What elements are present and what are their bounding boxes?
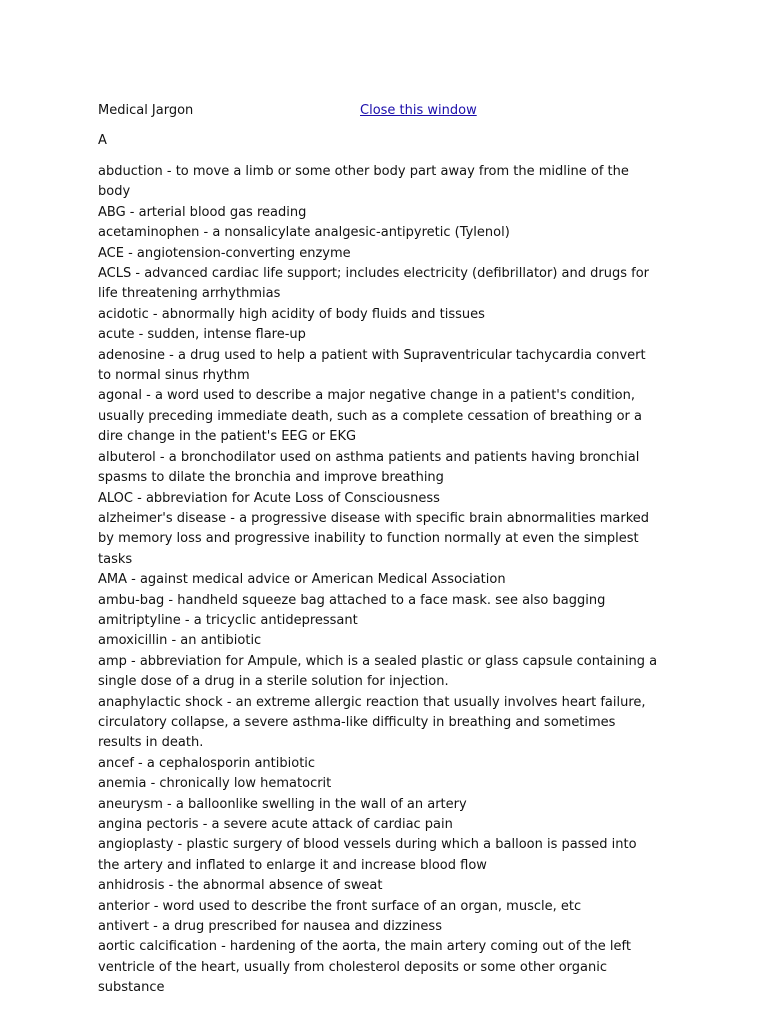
glossary-entry: ambu-bag - handheld squeeze bag attached to a face mask. see also bagging: [98, 592, 606, 608]
glossary-entry: acetaminophen - a nonsalicylate analgesic-antipyretic (Tylenol): [98, 225, 510, 241]
glossary-entry: anhidrosis - the abnormal absence of sweat: [98, 878, 383, 894]
glossary-entry: AMA - against medical advice or American Medical Association: [98, 572, 506, 588]
glossary-entry: ancef - a cephalosporin antibiotic: [98, 755, 316, 771]
glossary-entry: anemia - chronically low hematocrit: [98, 776, 332, 792]
glossary-entry: antivert - a drug prescribed for nausea and dizziness: [98, 919, 442, 935]
glossary-entry: angioplasty - plastic surgery of blood vessels during which a balloon is passed into the artery and inflated to enlarge it and increase blood flow: [98, 837, 637, 873]
glossary-entry: aneurysm - a balloonlike swelling in the wall of an artery: [98, 796, 467, 812]
glossary-entry: anterior - word used to describe the front surface of an organ, muscle, etc: [98, 898, 582, 914]
glossary-entry: ACLS - advanced cardiac life support; includes electricity (defibrillator) and drugs for life threatening arrhythmias: [98, 266, 649, 302]
glossary-entry: amp - abbreviation for Ampule, which is a sealed plastic or glass capsule containing a single dose of a drug in a sterile solution for injection.: [98, 653, 658, 690]
section-letter: A: [98, 133, 107, 148]
glossary-entry: ABG - arterial blood gas reading: [98, 204, 307, 220]
glossary-entry: amoxicillin - an antibiotic: [98, 633, 262, 649]
glossary-entry: amitriptyline - a tricyclic antidepressant: [98, 612, 358, 628]
page-title: Medical Jargon: [98, 103, 194, 118]
glossary-entry: agonal - a word used to describe a major negative change in a patient's condition, usually preceding immediate death, such as a complete cessation of breathing or a dire change in the patient's EEG or EKG: [98, 388, 642, 445]
glossary-entry: aortic calcification - hardening of the aorta, the main artery coming out of the left ventricle of the heart, usually from cholesterol deposits or some other organic substance: [98, 939, 631, 996]
glossary-entry: albuterol - a bronchodilator used on asthma patients and patients having bronchial spasms to dilate the bronchia and improve breathing: [98, 449, 640, 486]
glossary-entry: anaphylactic shock - an extreme allergic reaction that usually involves heart failure, circulatory collapse, a severe asthma-like difficulty in breathing and sometimes results in death.: [98, 694, 646, 751]
glossary-entry: adenosine - a drug used to help a patient with Supraventricular tachycardia convert to normal sinus rhythm: [98, 347, 646, 384]
glossary-entry: acute - sudden, intense flare-up: [98, 327, 306, 343]
glossary-entry: abduction - to move a limb or some other body part away from the midline of the body: [98, 164, 629, 200]
glossary-entry: ACE - angiotension-converting enzyme: [98, 245, 351, 261]
glossary-list: [98, 162, 658, 999]
glossary-entry: alzheimer's disease - a progressive disease with specific brain abnormalities marked by memory loss and progressive inability to function normally at even the simplest tasks: [98, 510, 650, 567]
close-window-link[interactable]: Close this window: [360, 103, 477, 118]
header: [98, 101, 658, 123]
glossary-entry: angina pectoris - a severe acute attack of cardiac pain: [98, 817, 453, 832]
glossary-entry: acidotic - abnormally high acidity of body fluids and tissues: [98, 306, 485, 322]
glossary-entry: ALOC - abbreviation for Acute Loss of Consciousness: [98, 490, 440, 506]
